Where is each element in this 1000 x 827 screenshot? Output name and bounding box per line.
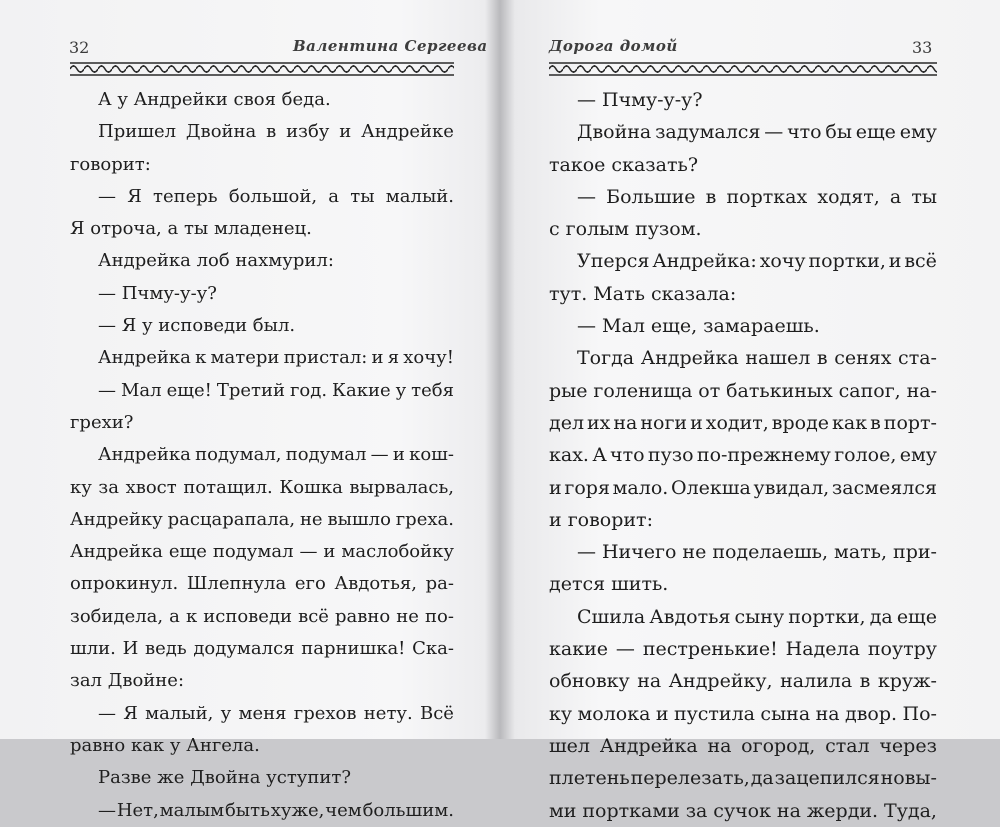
line-text: Пришел Двойна в избу и Андрейке — [98, 121, 454, 143]
text-line — [549, 181, 937, 213]
text-line — [549, 730, 937, 762]
right-header-ornament — [549, 62, 937, 76]
text-line: зал Двойне: — [70, 670, 185, 692]
left-page-body — [70, 84, 454, 827]
line-text: Андрейка к матери пристал: и я хочу! — [98, 347, 454, 369]
text-line — [549, 795, 937, 827]
text-line: дется шить. — [549, 573, 669, 596]
text-line — [70, 795, 454, 827]
text-line — [549, 245, 937, 277]
text-line — [70, 536, 454, 568]
line-text: ку молока и пустила сына на двор. По- — [549, 702, 937, 725]
text-line — [549, 762, 937, 794]
line-text: ках. А что пузо по-прежнему голое, ему — [549, 444, 937, 467]
left-page-number: 32 — [69, 38, 90, 57]
text-line: — Я у исповеди был. — [98, 315, 296, 337]
line-text: — Я теперь большой, а ты малый. — [98, 185, 454, 207]
line-text: Андрейка еще подумал — и маслобойку — [70, 541, 454, 563]
text-line: грехи? — [70, 411, 134, 433]
line-text: плетень перелезать, да зацепился новы- — [549, 767, 937, 790]
line-text: Сшила Авдотья сыну портки, да еще — [577, 605, 937, 628]
line-text: рые голенища от батькиных сапог, на- — [549, 379, 937, 402]
text-line: говорит: — [70, 153, 151, 175]
line-text: Уперся Андрейка: хочу портки, и всё — [577, 250, 937, 273]
text-line: такое сказать? — [549, 153, 699, 176]
line-text: — Мал еще! Третий год. Какие у тебя — [98, 379, 454, 401]
text-line — [549, 665, 937, 697]
left-page — [0, 0, 493, 821]
text-line — [549, 439, 937, 471]
text-line — [549, 536, 937, 568]
line-text: ми портками за сучок на жерди. Туда, — [549, 799, 937, 822]
line-text: — Нет, малым быть хуже, чем большим. — [98, 799, 454, 821]
line-text: Тогда Андрейка нашел в сенях ста- — [577, 347, 937, 370]
text-line: с голым пузом. — [549, 218, 702, 241]
text-line — [70, 472, 454, 504]
right-page-body — [549, 84, 937, 827]
text-line — [70, 633, 454, 665]
text-line — [70, 439, 454, 471]
text-line — [549, 116, 937, 148]
right-page-number: 33 — [912, 38, 933, 57]
text-line: А у Андрейки своя беда. — [98, 89, 331, 110]
left-header-ornament — [70, 62, 454, 76]
text-line — [70, 342, 454, 374]
text-line: — Мал еще, замараешь. — [577, 315, 820, 338]
line-text: дел их на ноги и ходит, вроде как в порт- — [549, 411, 937, 434]
text-line — [549, 698, 937, 730]
line-text: — Большие в портках ходят, а ты — [577, 185, 937, 208]
ornament-border-icon — [549, 62, 937, 76]
text-line — [549, 407, 937, 439]
line-text: Андрейку расцарапала, не вышло греха. — [70, 508, 454, 530]
text-line — [70, 181, 454, 213]
line-text: ку за хвост потащил. Кошка вырвалась, — [70, 476, 454, 498]
ornament-border-icon — [70, 62, 454, 76]
line-text: зобидела, а к исповеди всё равно не по- — [70, 605, 454, 627]
text-line: Андрейка лоб нахмурил: — [98, 250, 334, 272]
text-line: и говорит: — [549, 508, 653, 531]
line-text: и горя мало. Олекша увидал, засмеялся — [549, 476, 937, 499]
text-line: Разве же Двойна уступит? — [98, 767, 351, 789]
text-line — [70, 698, 454, 730]
line-text: опрокинул. Шлепнула его Авдотья, ра- — [70, 573, 454, 595]
text-line: тут. Мать сказала: — [549, 282, 737, 305]
line-text: какие — пестренькие! Надела поутру — [549, 638, 937, 661]
line-text: Двойна задумался — что бы еще ему — [577, 121, 937, 144]
line-text: — Я малый, у меня грехов нету. Всё — [98, 702, 454, 724]
line-text: обновку на Андрейку, налила в круж- — [549, 670, 937, 693]
text-line — [549, 601, 937, 633]
line-text: шел Андрейка на огород, стал через — [549, 734, 937, 757]
text-line — [549, 342, 937, 374]
text-line — [70, 504, 454, 536]
text-line — [549, 633, 937, 665]
text-line: — Пчму-у-у? — [98, 282, 217, 304]
line-text: Андрейка подумал, подумал — и кош- — [98, 444, 454, 466]
text-line — [549, 375, 937, 407]
text-line: — Пчму-у-у? — [577, 89, 703, 111]
line-text: шли. И ведь додумался парнишка! Ска- — [70, 638, 454, 660]
right-running-head: Дорога домой — [549, 37, 678, 55]
text-line: Я отроча, а ты младенец. — [70, 218, 312, 240]
text-line: равно как у Ангела. — [70, 734, 260, 756]
left-running-head: Валентина Сергеева — [293, 37, 488, 55]
right-page — [507, 0, 1000, 822]
text-line — [70, 116, 454, 148]
text-line — [70, 568, 454, 600]
text-line — [70, 601, 454, 633]
text-line — [549, 472, 937, 504]
text-line — [70, 375, 454, 407]
line-text: — Ничего не поделаешь, мать, при- — [577, 541, 937, 564]
